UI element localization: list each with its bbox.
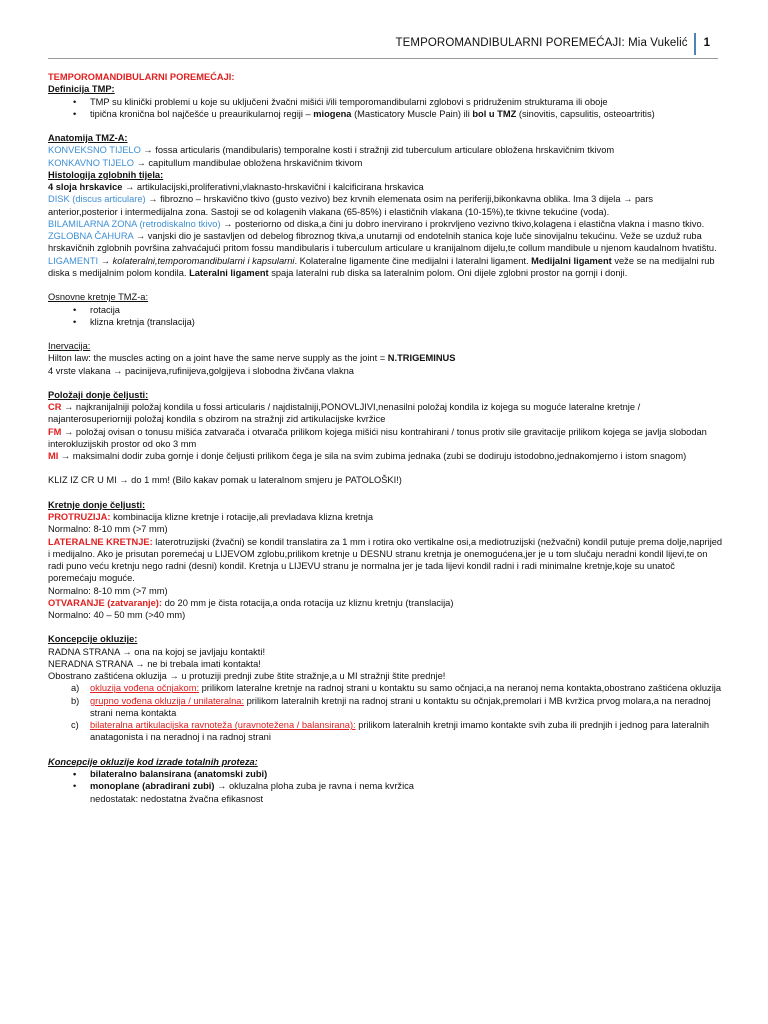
text: → capitullum mandibulae obložena hrskavičnim tkivom <box>133 157 363 168</box>
denture-bullet <box>48 780 724 792</box>
definition-heading: Definicija TMP: <box>48 84 115 95</box>
text: Hilton law: the muscles acting on a joint have the same nerve supply as the joint = <box>48 353 388 364</box>
movement-bullet: • klizna kretnja (translacija) <box>48 316 724 328</box>
definition-bullet: • TMP su klinički problemi u koje su uključeni žvačni mišići i/ili temporomandibularni zglobovi s pridruženim strukturama ili oboje <box>48 96 724 108</box>
text: → vanjski dio je sastavljen od debelog fibroznog tkiva,a unutarnji od endotelnih stanica koje luče sinovijalnu tekućinu. Veže se uzduž ruba hrskavičnih zglobnih površina zahvaćajući pritom fossu mandibularis i tuberculum articulare u kranijalnom dijelu,te collum mandibule u njenom kaudalnom hvatištu. <box>48 231 717 254</box>
text: tipična kronična bol najčešće u preaurikularnoj regiji – <box>90 108 314 119</box>
text: → <box>98 255 113 266</box>
dentures-heading: Koncepcije okluzije kod izrade totalnih proteza: <box>48 756 258 767</box>
denture-bullet: • bilateralno balansirana (anatomski zubi) <box>48 768 724 780</box>
occlusion-heading: Koncepcije okluzije: <box>48 634 138 645</box>
histology-heading: Histologija zglobnih tijela: <box>48 169 164 180</box>
normal-value: Normalno: 8-10 mm (>7 mm) <box>48 585 168 596</box>
bold-term: miogena <box>313 108 352 119</box>
innervation-heading: Inervacija: <box>48 341 91 352</box>
occlusion-item <box>48 695 724 720</box>
page-number: 1 <box>703 37 710 50</box>
term-label: PROTRUZIJA: <box>48 511 111 522</box>
item-marker: c) <box>71 720 79 731</box>
mandible-movements-heading: Kretnje donje čeljusti: <box>48 499 146 510</box>
term-sublabel: (zatvaranje): <box>104 597 163 608</box>
bold-term: monoplane (abradirani zubi) <box>90 781 215 792</box>
occlusion-item <box>48 719 724 744</box>
italic-term: kolateralni,temporomandibularni i kapsularni <box>112 255 295 266</box>
position-line <box>48 401 724 426</box>
anatomy-line <box>48 144 724 156</box>
header-divider <box>694 33 696 55</box>
positions-heading: Položaji donje čeljusti: <box>48 389 149 400</box>
text: → fossa articularis (mandibularis) temporalne kosti i stražnji zid tuberculum articulare obložena hrskavičnim tkivom <box>140 145 615 156</box>
term-label: LATERALNE KRETNJE: <box>48 536 153 547</box>
position-line <box>48 426 724 451</box>
term-label: KONVEKSNO TIJELO <box>48 145 141 156</box>
normal-value: Normalno: 8-10 mm (>7 mm) <box>48 524 168 535</box>
spacer <box>48 487 724 499</box>
spacer <box>48 462 724 474</box>
movements-heading: Osnovne kretnje TMZ-a: <box>48 292 149 303</box>
normal-value: Normalno: 40 – 50 mm (>40 mm) <box>48 610 186 621</box>
spacer <box>48 744 724 756</box>
text: kombinacija klizne kretnje i rotacije,ali prevladava klizna kretnja <box>110 511 374 522</box>
occlusion-item <box>48 682 724 694</box>
item-marker: b) <box>71 695 80 706</box>
text: → maksimalni dodir zuba gornje i donje čeljusti prilikom čega je sila na svim zubima jednaka (zubi se dodiruju istodobno,jednakomjerno i istom snagom) <box>58 451 687 462</box>
histology-line <box>48 218 724 230</box>
text: prilikom lateralnih kretnji imamo kontakte svih zuba ili prednjih i jednog para lateralnih anatagonista i na neradnoj i na radnoj strani <box>90 720 710 743</box>
term-label: BILAMILARNA ZONA (retrodiskalno tkivo) <box>48 218 221 229</box>
document-body <box>48 71 724 805</box>
occlusion-line: Obostrano zaštićena okluzija → u protuziji prednji zube štite stražnje,a u MI stražnji štite prednje! <box>48 671 446 682</box>
definition-bullet <box>48 108 724 120</box>
occlusion-line: NERADNA STRANA → ne bi trebala imati kontakta! <box>48 658 261 669</box>
bold-term: bol u TMZ <box>472 108 517 119</box>
histology-line <box>48 230 724 255</box>
anatomy-line <box>48 157 724 169</box>
occlusion-line: RADNA STRANA → ona na kojoj se javljaju kontakti! <box>48 646 266 657</box>
bold-term: Medijalni ligament <box>531 255 612 266</box>
spacer <box>48 279 724 291</box>
text: → posteriorno od diska,a čini ju dobro inervirano i prokrvljeno vezivno tkivo,kolagena i elastična vlakna i masno tkivo. <box>220 218 705 229</box>
innervation-line: 4 vrste vlakana → pacinijeva,rufinijeva,golgijeva i slobodna živčana vlakna <box>48 365 354 376</box>
page-header <box>396 33 710 55</box>
bold-term: N.TRIGEMINUS <box>387 353 456 364</box>
spacer <box>48 328 724 340</box>
text: veže se na medijalni rub diska s medijalnim polom kondila. <box>48 255 715 278</box>
spacer <box>48 120 724 132</box>
spacer <box>48 621 724 633</box>
histology-line <box>48 181 724 193</box>
histology-line <box>48 193 724 218</box>
histology-line <box>48 255 724 280</box>
item-marker: a) <box>71 683 80 694</box>
text: . Kolateralne ligamente čine medijalni i lateralni ligament. <box>294 255 532 266</box>
text: prilikom lateralne kretnje na radnoj strani u kontaktu su samo očnjaci,a na neranoj nema kontakta,obostrano zaštićena okluzija <box>199 683 721 694</box>
term-label: DISK (discus articulare) <box>48 194 146 205</box>
term-label: grupno vođena okluzija / unilateralna: <box>90 695 245 706</box>
text: laterotruzijski (žvačni) se kondil translatira za 1 mm i rotira oko vertikalne osi,a mediotruzijski (nežvačni) kondil putuje prema dolje,naprijed i medijalno. Ako je prisutan poremećaj u LIJEVOM zglobu,prilikom kretnje u DESNU stranu kretnja je onemogućena,jer je u tom slučaju neradni kondil lijevi,te on radi puno veću kretnju nego radni (desni) kondil. Kretnja u LIJEVU stranu je normalna jer je tada lijevi kondil radni i radi minimalne kretnje,koje su unatoč poremećaju moguće. <box>48 536 723 584</box>
header-title: TEMPOROMANDIBULARNI POREMEĆAJI: Mia Vukelić <box>395 37 688 50</box>
text: → najkranijalniji položaj kondila u fossi articularis / najdistalniji,PONOVLJIVI,nenasilni položaj kondila iz kojega su moguće lateralne kretnje / najanterosuperiorniji položaj kondila s obzirom na stražnji zid artikulacijske kvržice <box>48 402 641 425</box>
header-rule <box>48 58 718 59</box>
text: (Masticatory Muscle Pain) ili <box>351 108 473 119</box>
text: spaja lateralni rub diska sa lateralnim polom. Oni dijele zglobni prostor na gornji i donji. <box>268 267 628 278</box>
position-line <box>48 450 724 462</box>
spacer <box>48 377 724 389</box>
text: prilikom lateralnih kretnji na radnoj strani u kontaktu su očnjak,premolari i MB kvržica prvog molara,a na neradnoj strani nema kontakta <box>90 695 711 718</box>
term-label: FM <box>48 426 62 437</box>
movement-line <box>48 536 724 585</box>
text: → položaj ovisan o tonusu mišića zatvarača i otvarača prilikom kojega mišići nisu kontrahirani / tonus protiv sile gravitacije prilikom kojega se javlja slobodan interokluzijskih prostor od oko 3 mm <box>48 426 707 449</box>
bold-term: Lateralni ligament <box>189 267 269 278</box>
main-title: TEMPOROMANDIBULARNI POREMEĆAJI: <box>48 72 235 82</box>
bold-term: 4 sloja hrskavice <box>48 182 123 193</box>
movement-bullet: • rotacija <box>48 304 724 316</box>
slide-note: KLIZ IZ CR U MI → do 1 mm! (Bilo kakav pomak u lateralnom smjeru je PATOLOŠKI!) <box>48 475 402 486</box>
movement-line <box>48 511 724 523</box>
term-label: ZGLOBNA ČAHURA <box>48 231 134 242</box>
text: → artikulacijski,proliferativni,vlaknasto-hrskavični i kalcificirana hrskavica <box>122 182 424 193</box>
term-label: bilateralna artikulacijska ravnoteža (uravnotežena / balansirana): <box>90 720 356 731</box>
term-label: LIGAMENTI <box>48 255 99 266</box>
term-label: okluzija vođena očnjakom: <box>90 683 200 694</box>
innervation-line <box>48 352 724 364</box>
term-label: KONKAVNO TIJELO <box>48 157 134 168</box>
term-label: CR <box>48 402 62 413</box>
text: → okluzalna ploha zuba je ravna i nema kvržica <box>214 781 414 792</box>
movement-line <box>48 597 724 609</box>
denture-note: nedostatak: nedostatna žvačna efikasnost <box>90 793 264 804</box>
anatomy-heading: Anatomija TMZ-A: <box>48 133 128 144</box>
text: → fibrozno – hrskavično tkivo (gusto vezivo) bez krvnih elemenata osim na periferiji,bikonkavna oblika. Ima 3 dijela → pars anterior,posterior i intermedijalna zona. Sastoji se od kolagenih vlakana (65-85%) i elastičnih vlakana (10-15%),te tkivne tekućine (voda). <box>48 194 654 217</box>
text: do 20 mm je čista rotacija,a onda rotacija uz kliznu kretnju (translacija) <box>162 597 454 608</box>
term-label: OTVARANJE <box>48 597 105 608</box>
text: (sinovitis, capsulitis, osteoartritis) <box>516 108 655 119</box>
term-label: MI <box>48 451 59 462</box>
